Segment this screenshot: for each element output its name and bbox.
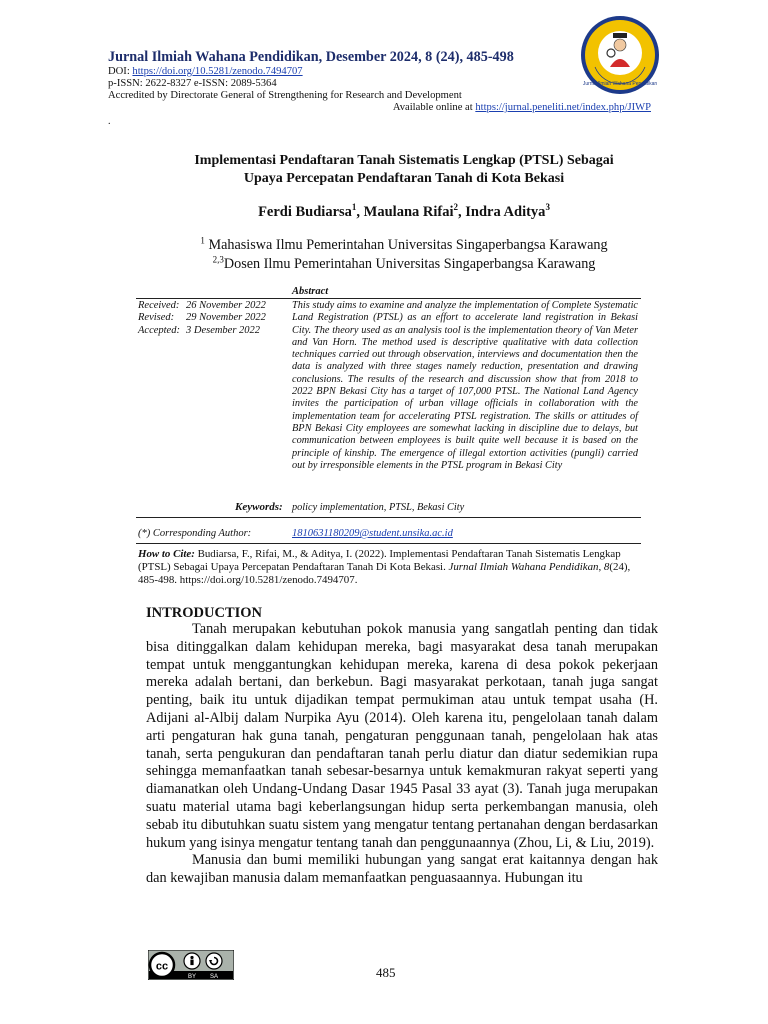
sa-label: SA — [209, 974, 219, 980]
doi-line — [108, 66, 303, 78]
corresponding-author-email[interactable]: 1810631180209@student.unsika.ac.id — [292, 528, 453, 539]
accepted-label: Accepted: — [138, 324, 180, 336]
received-label: Received: — [138, 300, 180, 311]
citation-volume: 8 — [603, 561, 610, 574]
journal-logo — [580, 15, 660, 95]
received-value: 26 November 2022 — [185, 300, 266, 311]
abstract-bottom-rule — [136, 517, 641, 518]
cc-icon-text: cc — [155, 960, 169, 973]
author-3: , Indra Aditya — [458, 204, 546, 220]
submission-dates — [138, 300, 272, 337]
by-label: BY — [187, 974, 197, 980]
accreditation-line: Accredited by Directorate General of Strengthening for Research and Development — [108, 90, 462, 101]
revised-label: Revised: — [138, 312, 175, 324]
doi-label: DOI: — [108, 66, 133, 77]
introduction-heading: INTRODUCTION — [146, 605, 263, 621]
abstract-heading: Abstract — [292, 286, 329, 297]
author-2-affiliation: 2 — [453, 202, 458, 213]
date-row-received — [138, 300, 272, 312]
keywords-text: policy implementation, PTSL, Bekasi City — [292, 502, 465, 513]
by-person-head — [190, 956, 193, 959]
paper-title-line-1: Implementasi Pendaftaran Tanah Sistematis Lengkap (PTSL) Sebagai — [194, 153, 614, 168]
affiliation-2-marker: 2,3 — [212, 254, 224, 265]
revised-value: 29 November 2022 — [185, 312, 266, 324]
author-2: , Maulana Rifai — [356, 204, 454, 220]
affiliation-1 — [108, 236, 700, 255]
stray-dot: . — [108, 116, 111, 127]
date-row-accepted — [138, 325, 272, 337]
journal-website-link[interactable]: https://jurnal.peneliti.net/index.php/JIWP — [475, 102, 651, 113]
author-list — [108, 204, 700, 221]
accepted-value: 3 Desember 2022 — [185, 324, 261, 336]
abstract-body: This study aims to examine and analyze the implementation of Complete Systematic Land Registration (PTSL) as an effort to accelerate land registration in Bekasi City. The theory used as an analysis tool is the implementation theory of Van Meter and Van Horn. The method used is descriptive qualitative with data collection techniques carried out through observation, interviews and documentation then the data is analyzed with three stages namely reduction, presentation and drawing conclusions. The results of the research and discussion show that from 2018 to 2022 BPN Bekasi City has a target of 107,000 PTSL. The National Land Agency invites the participation of urban village officials in collaboration with the implementation team for accelerating PTSL registration. The skills or attitudes of BPN Bekasi City employees are somewhat lacking in discipline due to delays, but communication between employees is built quite well because it is based on the principle of kinship. The emergence of illegal extortion activities (pungli) carried out by irresponsible elements in the PTSL program in Bekasi City — [292, 300, 638, 471]
keywords-label: Keywords: — [235, 501, 283, 513]
citation-text-1: Budiarsa, F., Rifai, M., & Aditya, I. (2022). Implementasi Pendaftaran Tanah Sistematis Lengkap (PTSL) Sebagai Upaya Percepatan Pendaftaran Tanah Di Kota Bekasi. — [138, 548, 621, 574]
author-1-affiliation: 1 — [351, 202, 357, 213]
corresponding-author-label: (*) Corresponding Author: — [138, 528, 252, 539]
date-row-revised — [138, 312, 272, 324]
available-label: Available online at — [392, 102, 476, 113]
citation-text-3: (24), 485-498. https://doi.org/10.5281/zenodo.7494707. — [138, 561, 631, 587]
citation-text-2: , — [598, 561, 604, 574]
logo-caption: Jurnal Ilmiah Wahana Pendidikan — [582, 81, 658, 87]
available-online-line — [393, 102, 651, 113]
paragraph-2: Manusia dan bumi memiliki hubungan yang sangat erat kaitannya dengan hak dan kewajiban manusia dalam memanfaatkan penguasaannya. Hubungan itu — [146, 852, 658, 887]
logo-graduation-cap — [613, 33, 627, 38]
author-3-affiliation: 3 — [545, 202, 550, 213]
logo-face — [614, 39, 626, 51]
affiliation-1-text: Mahasiswa Ilmu Pemerintahan Universitas Singaperbangsa Karawang — [204, 237, 608, 253]
how-to-cite-label: How to Cite: — [138, 548, 195, 560]
abstract-top-rule — [136, 298, 641, 299]
citation-journal: Jurnal Ilmiah Wahana Pendidikan — [448, 561, 599, 574]
by-person-body — [190, 960, 193, 966]
author-1: Ferdi Budiarsa — [258, 204, 352, 220]
paper-title-line-2: Upaya Percepatan Pendaftaran Tanah di Kota Bekasi — [243, 171, 565, 186]
doi-link[interactable]: https://doi.org/10.5281/zenodo.7494707 — [132, 66, 303, 77]
corresponding-rule — [136, 543, 641, 544]
journal-header-title: Jurnal Ilmiah Wahana Pendidikan, Desember 2024, 8 (24), 485-498 — [108, 49, 514, 65]
issn-line: p-ISSN: 2622-8327 e-ISSN: 2089-5364 — [108, 78, 277, 89]
cc-by-sa-license-badge[interactable] — [148, 950, 234, 980]
sa-share-icon — [206, 953, 222, 969]
how-to-cite — [138, 548, 638, 588]
introduction-body — [146, 621, 658, 888]
affiliation-2-text: Dosen Ilmu Pemerintahan Universitas Singaperbangsa Karawang — [223, 256, 596, 272]
paper-title — [108, 152, 700, 188]
affiliation-2 — [108, 255, 700, 274]
affiliation-1-marker: 1 — [200, 235, 205, 246]
paragraph-1: Tanah merupakan kebutuhan pokok manusia yang sangatlah penting dan tidak bisa ditinggalkan dalam kehidupan mereka, bagi masyarakat desa tanah merupakan tempat untuk menggantungkan kehidupan mereka, karena di desa pokok pekerjaan mereka adalah bertani, dan berkebun. Bagi masyarakat perkotaan, tanah juga sangat penting, baik itu untuk dijadikan tempat permukiman atau untuk tempat usaha (H. Adijani al-Albij dalam Nurpika Ayu (2014). Oleh karena itu, pengelolaan tanah dalam arti pengaturan hak guna tanah, pengaturan penggunaan tanah, pengelolaan hak atas tanah, serta pengukuran dan pendaftaran tanah perlu diatur dan diatur sedemikian rupa sehingga memanfaatkan tanah sebesar-besarnya untuk kemakmuran rakyat seperti yang diamanatkan oleh Undang-Undang Dasar 1945 Pasal 33 ayat (3). Tanah juga merupakan suatu material utama bagi keberlangsungan hidup serta perkembangan manusia, oleh sebab itu dibutuhkan suatu sistem yang mengatur tentang pertanahan dengan berdasarkan hukum yang isinya mengatur tentang tanah dan penggunaannya (Zhou, Li, & Liu, 2019). — [146, 621, 658, 851]
page-number: 485 — [376, 965, 396, 980]
